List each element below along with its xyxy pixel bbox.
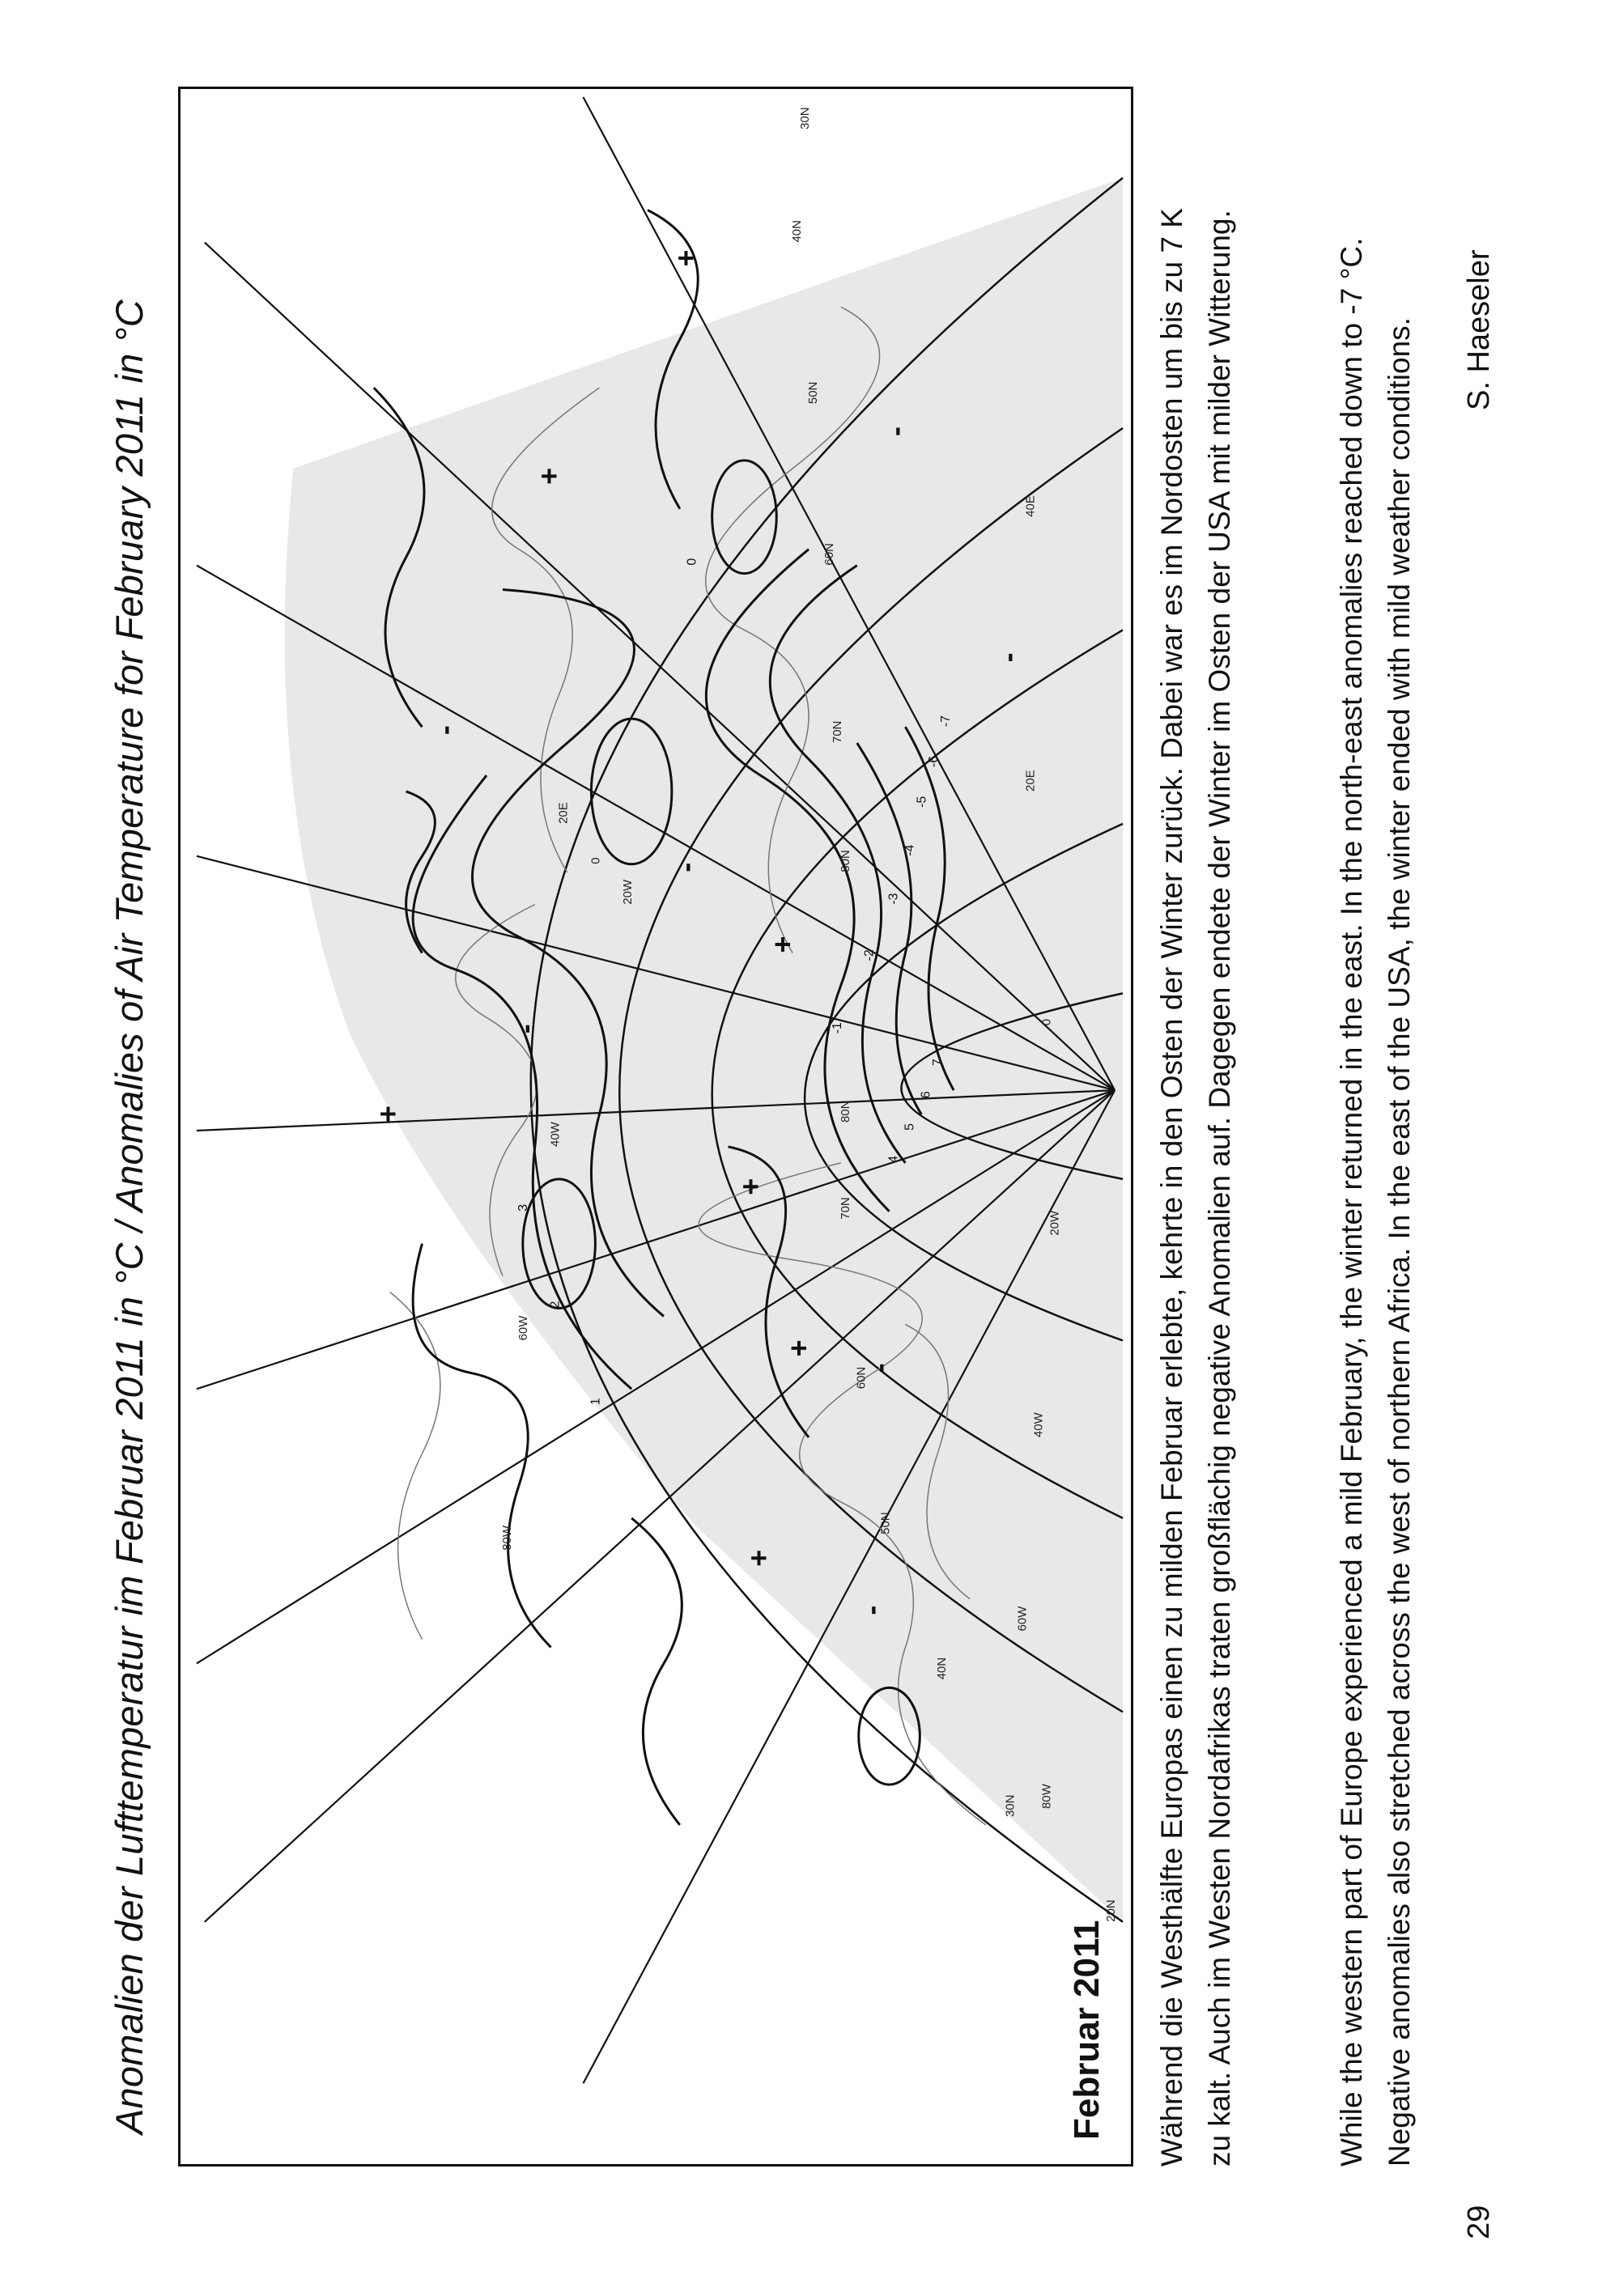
lat-label: 30N <box>1003 1794 1018 1818</box>
contour-label: -5 <box>915 796 929 808</box>
page-title: Anomalien der Lufttemperatur im Februar 2011 in °C / Anomalies of Air Temperature for February 2011 in °C <box>108 299 151 2134</box>
lon-label: 20W <box>621 879 635 905</box>
lat-label: 20N <box>1104 1899 1119 1922</box>
contour-label: 2 <box>548 1301 563 1309</box>
shaded-domain <box>285 178 1123 1922</box>
contour-label: -7 <box>939 715 954 728</box>
lat-label: 40N <box>790 220 805 243</box>
contour-label: -3 <box>886 893 901 905</box>
contour-label: 3 <box>516 1203 530 1212</box>
map-month-label: Februar 2011 <box>1067 1920 1107 2140</box>
negative-sign: - <box>855 1605 888 1615</box>
negative-sign: - <box>863 1363 896 1373</box>
contour-label: 0 <box>685 558 699 566</box>
lon-label: 20E <box>556 802 571 824</box>
lat-label: 50N <box>878 1512 893 1534</box>
author-name: S. Haeseler <box>1462 249 1496 410</box>
lat-label: 70N <box>838 1197 852 1220</box>
negative-sign: - <box>669 862 703 872</box>
anomaly-map <box>178 87 1133 2167</box>
english-paragraph: While the western part of Europe experienced a mild February, the winter returned in the east. In the north-east anomalies reached down to -7 °C. Negative anomalies also stretched across the west of northern Africa. In the east of the USA, the winter ended with mild weather conditions. <box>1335 237 1416 2167</box>
contour-label: -1 <box>830 1022 844 1034</box>
lon-label: 80W <box>499 1526 514 1551</box>
lat-label: 50N <box>806 381 820 405</box>
contour-label: -6 <box>927 755 941 768</box>
lat-label: 40N <box>935 1657 950 1680</box>
lon-label: 0 <box>589 857 603 864</box>
negative-sign: - <box>992 652 1025 663</box>
lon-label: 20W <box>1047 1210 1062 1236</box>
positive-sign: + <box>533 467 566 485</box>
lon-label: 0 <box>1039 1018 1054 1026</box>
lat-label: 80N <box>838 850 852 872</box>
lat-label: 30N <box>798 107 813 129</box>
lon-label: 20E <box>1023 770 1038 792</box>
lat-label: 70N <box>830 720 844 744</box>
negative-sign: - <box>508 1024 542 1034</box>
contour-label: -4 <box>903 844 917 856</box>
negative-sign: - <box>428 725 461 736</box>
positive-sign: + <box>372 1106 405 1123</box>
page-number: 29 <box>1462 2205 1496 2239</box>
positive-sign: + <box>669 249 703 267</box>
lat-label: 60N <box>822 543 836 566</box>
positive-sign: + <box>767 936 800 953</box>
lon-label: 40W <box>1031 1412 1046 1438</box>
lon-label: 60W <box>1015 1606 1030 1632</box>
contour-label: 4 <box>886 1156 901 1163</box>
lat-label: 80N <box>838 1100 852 1123</box>
lon-label: 80W <box>1039 1784 1054 1810</box>
map-svg <box>181 89 1131 2164</box>
negative-sign: - <box>879 427 912 436</box>
lon-label: 60W <box>516 1315 530 1341</box>
contour-label: -2 <box>862 949 877 961</box>
german-paragraph: Während die Westhälfte Europas einen zu milden Februar erlebte, kehrte in den Osten der Winter zurück. Dabei war es im Nordosten um bis zu 7 K zu kalt. Auch im Westen Nordafrikas traten großflächig negative Anomalien auf. Dagegen endete der Winter im Osten der USA mit milder Witterung. <box>1155 208 1236 2167</box>
contour-label: 5 <box>903 1123 917 1131</box>
positive-sign: + <box>734 1178 767 1195</box>
positive-sign: + <box>742 1549 776 1567</box>
positive-sign: + <box>783 1339 816 1357</box>
contour-label: 7 <box>931 1059 945 1067</box>
lon-label: 40E <box>1023 495 1038 517</box>
contour-label: 6 <box>919 1091 933 1099</box>
lat-label: 60N <box>854 1366 869 1390</box>
contour-label: 1 <box>589 1398 603 1406</box>
lon-label: 40W <box>548 1122 563 1147</box>
